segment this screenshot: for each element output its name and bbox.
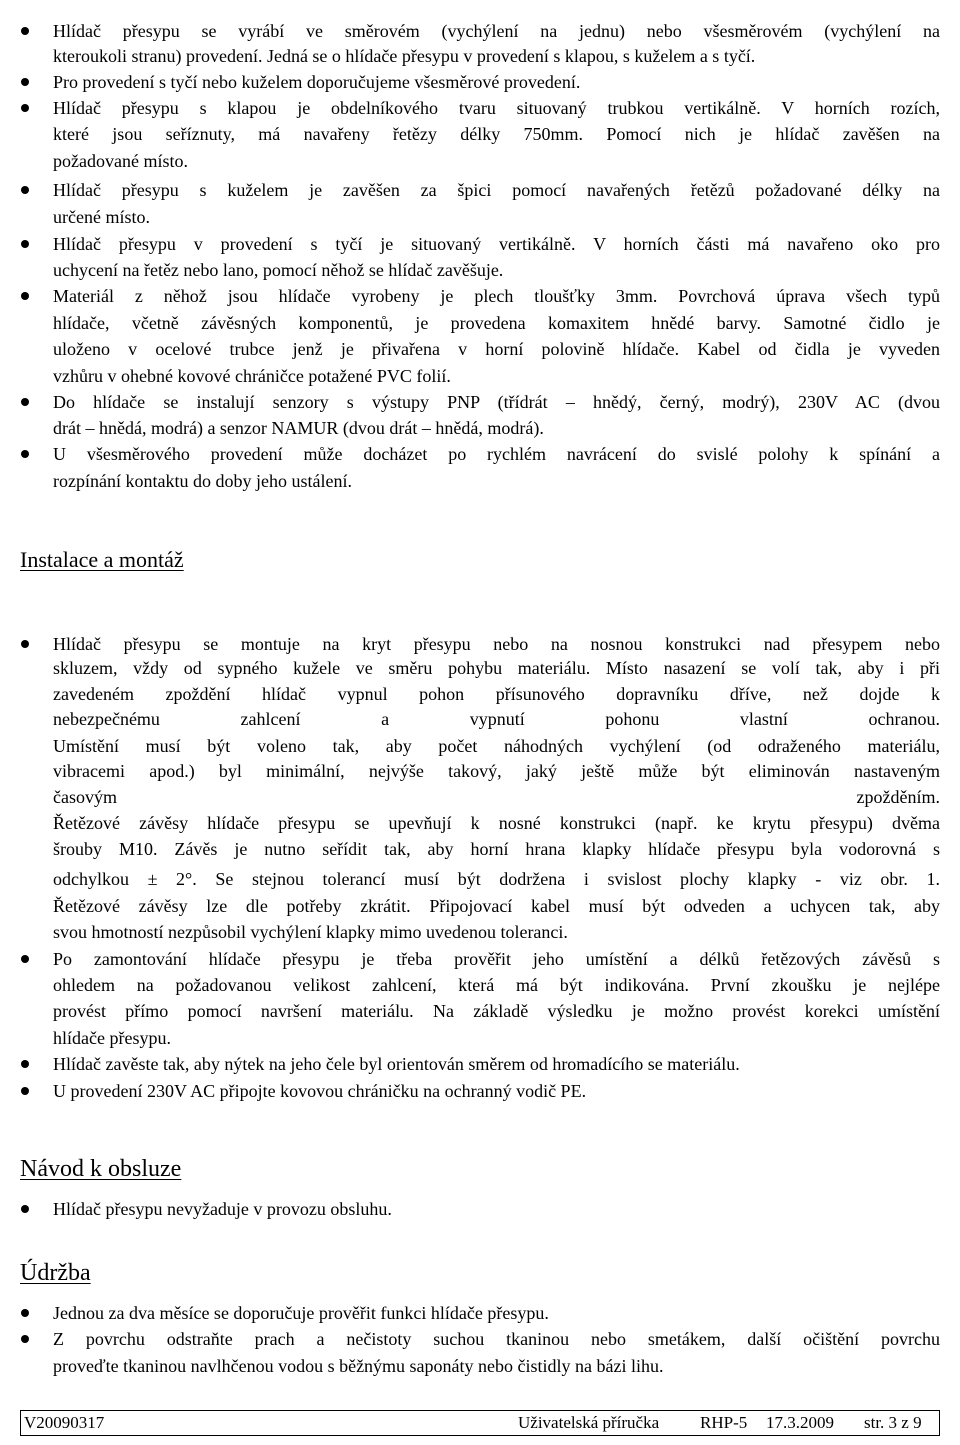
bullet-icon [21, 398, 29, 406]
section-heading: Návod k obsluze [20, 1156, 182, 1182]
paragraph-line: Hlídač přesypu nevyžaduje v provozu obsluhu. [53, 1199, 392, 1219]
paragraph-line: U všesměrového provedení může docházet po rychlém navrácení do svislé polohy k spínání a [53, 444, 940, 464]
paragraph-line: Pro provedení s tyčí nebo kuželem doporučujeme všesměrové provedení. [53, 72, 581, 92]
paragraph-line: Hlídač přesypu v provedení s tyčí je situovaný vertikálně. V horních části má navařeno oko pro [53, 234, 940, 254]
paragraph-line: požadované místo. [53, 151, 188, 171]
bullet-icon [21, 186, 29, 194]
paragraph-line: Do hlídače se instalují senzory s výstupy PNP (třídrát – hnědý, černý, modrý), 230V AC (dvou [53, 392, 940, 412]
paragraph-line: ohledem na požadovanou velikost zahlcení, která má být indikována. První zkoušku je nejlépe [53, 975, 940, 995]
footer-product: RHP-5 [700, 1413, 748, 1432]
paragraph-line: svou hmotností nezpůsobil vychýlení klapky mimo uvedenou toleranci. [53, 922, 568, 942]
paragraph-line: Hlídač zavěste tak, aby nýtek na jeho čele byl orientován směrem od hromadícího se materiálu. [53, 1054, 740, 1074]
paragraph-line: vibracemi apod.) byl minimální, nejvýše takový, jaký ještě může být eliminován nastaveným [53, 761, 940, 781]
paragraph-line: drát – hnědá, modrá) a senzor NAMUR (dvou drát – hnědá, modrá). [53, 418, 544, 438]
paragraph-line: časovým zpožděním. [53, 787, 940, 807]
footer-date: 17.3.2009 [766, 1413, 834, 1432]
paragraph-line: Umístění musí být voleno tak, aby počet náhodných vychýlení (od odraženého materiálu, [53, 736, 940, 756]
paragraph-line: hlídače přesypu. [53, 1028, 171, 1048]
paragraph-line: uloženo v ocelové trubce jenž je přivařena v horní polovině hlídače. Kabel od čidla je vyveden [53, 339, 940, 359]
bullet-icon [21, 1335, 29, 1343]
paragraph-line: provést přímo pomocí navršení materiálu. Na základě výsledku je možno provést korekci umístění [53, 1001, 940, 1021]
paragraph-line: Materiál z něhož jsou hlídače vyrobeny je plech tloušťky 3mm. Povrchová úprava všech typů [53, 286, 940, 306]
paragraph-line: Řetězové závěsy hlídače přesypu se upevňují k nosné konstrukci (např. ke krytu přesypu) dvěma [53, 813, 940, 833]
bullet-icon [21, 1087, 29, 1095]
paragraph-line: Hlídač přesypu s klapou je obdelníkového tvaru situovaný trubkou vertikálně. V horních rozích, [53, 98, 940, 118]
bullet-icon [21, 640, 29, 648]
paragraph-line: určené místo. [53, 207, 150, 227]
paragraph-line: U provedení 230V AC připojte kovovou chráničku na ochranný vodič PE. [53, 1081, 587, 1101]
paragraph-line: vzhůru v ohebné kovové chráničce potažené PVC folií. [53, 366, 451, 386]
bullet-icon [21, 1060, 29, 1068]
paragraph-line: šrouby M10. Závěs je nutno seřídit tak, aby horní hrana klapky hlídače přesypu byla vodorovná s [53, 839, 940, 859]
paragraph-line: rozpínání kontaktu do doby jeho ustálení. [53, 471, 352, 491]
bullet-icon [21, 104, 29, 112]
bullet-icon [21, 240, 29, 248]
bullet-icon [21, 1309, 29, 1317]
bullet-icon [21, 292, 29, 300]
paragraph-line: Hlídač přesypu se vyrábí ve směrovém (vychýlení na jednu) nebo všesměrovém (vychýlení na [53, 21, 940, 41]
paragraph-line: Řetězové závěsy lze dle potřeby zkrátit. Připojovací kabel musí být odveden a uchycen tak, aby [53, 896, 940, 916]
bullet-icon [21, 27, 29, 35]
paragraph-line: skluzem, vždy od sypného kužele ve směru pohybu materiálu. Místo nasazení se volí tak, aby i při [53, 658, 940, 678]
footer-doc-title: Uživatelská příručka [518, 1413, 660, 1432]
footer-page-number: str. 3 z 9 [864, 1413, 922, 1432]
paragraph-line: hlídače, včetně závěsných komponentů, je provedena komaxitem hnědé barvy. Samotné čidlo je [53, 313, 940, 333]
page-footer [20, 1410, 940, 1436]
bullet-icon [21, 1205, 29, 1213]
paragraph-line: Hlídač přesypu se montuje na kryt přesypu nebo na nosnou konstrukci nad přesypem nebo [53, 634, 940, 654]
section-heading: Údržba [20, 1260, 91, 1286]
paragraph-line: Hlídač přesypu s kuželem je zavěšen za špici pomocí navařených řetězů požadované délky na [53, 180, 940, 200]
paragraph-line: uchycení na řetěz nebo lano, pomocí něhož se hlídač zavěšuje. [53, 260, 504, 280]
paragraph-line: Z povrchu odstraňte prach a nečistoty suchou tkaninou nebo smetákem, další očištění povrchu [53, 1329, 940, 1349]
paragraph-line: nebezpečnému zahlcení a vypnutí pohonu vlastní ochranou. [53, 709, 940, 729]
paragraph-line: proveďte tkaninou navlhčenou vodou s běžnýmu saponáty nebo čistidly na bázi lihu. [53, 1356, 664, 1376]
bullet-icon [21, 78, 29, 86]
bullet-icon [21, 450, 29, 458]
paragraph-line: Jednou za dva měsíce se doporučuje prověřit funkci hlídače přesypu. [53, 1303, 549, 1323]
paragraph-line: které jsou seříznuty, má navařeny řetězy délky 750mm. Pomocí nich je hlídač zavěšen na [53, 124, 940, 144]
paragraph-line: Po zamontování hlídače přesypu je třeba prověřit jeho umístění a délků řetězových závěsů s [53, 949, 940, 969]
paragraph-line: zavedeném zpoždění hlídač vypnul pohon přísunového dopravníku dříve, než dojde k [53, 684, 940, 704]
footer-version: V20090317 [24, 1413, 105, 1432]
paragraph-line: odchylkou ± 2°. Se stejnou tolerancí musí být dodržena i svislost plochy klapky - viz obr. 1. [53, 869, 940, 889]
section-heading: Instalace a montáž [20, 547, 184, 572]
bullet-icon [21, 955, 29, 963]
paragraph-line: kteroukoli stranu) provedení. Jedná se o hlídače přesypu v provedení s klapou, s kuželem a s tyčí. [53, 46, 756, 66]
